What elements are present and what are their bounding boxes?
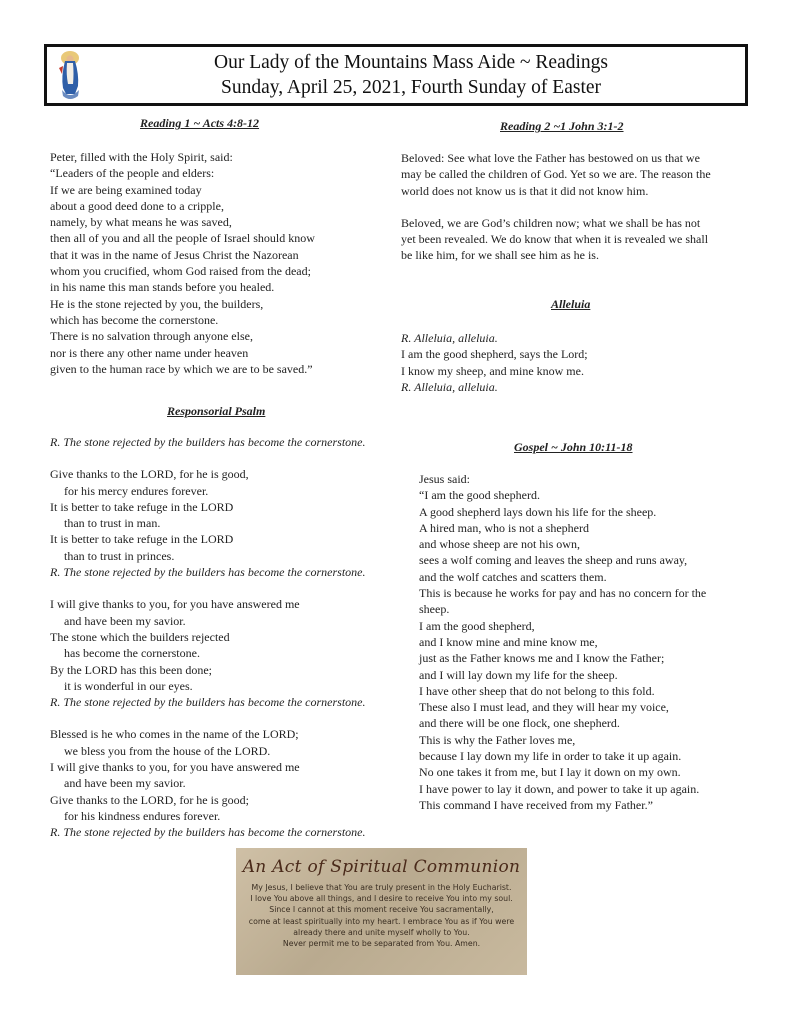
reading2-line: be like him, for we shall see him as he is. xyxy=(401,248,599,263)
gospel-line: I am the good shepherd, xyxy=(419,618,535,633)
card-line: already there and unite myself wholly to You. xyxy=(293,927,470,937)
card-line: Never permit me to be separated from You. Amen. xyxy=(282,939,481,949)
gospel-line: Jesus said: xyxy=(419,472,470,486)
alleluia-heading: Alleluia xyxy=(551,297,591,311)
psalm-line: Blessed is he who comes in the name of the LORD; xyxy=(50,727,299,742)
reading1-line: about a good deed done to a cripple, xyxy=(50,198,224,213)
reading1-line: namely, by what means he was saved, xyxy=(50,215,232,230)
gospel-line: This is why the Father loves me, xyxy=(419,732,576,747)
gospel-line: These also I must lead, and they will hear my voice, xyxy=(419,700,669,715)
gospel-heading: Gospel ~ John 10:11-18 xyxy=(514,440,633,454)
card-line: My Jesus, I believe that You are truly present in the Holy Eucharist. xyxy=(251,883,512,892)
reading2-line: world does not know us is that it did not know him. xyxy=(401,183,649,198)
card-body xyxy=(236,882,527,949)
psalm-line: for his mercy endures forever. xyxy=(64,483,209,498)
psalm-response: R. The stone rejected by the builders has become the cornerstone. xyxy=(50,565,366,580)
psalm-line: for his kindness endures forever. xyxy=(64,808,221,823)
gospel-line: This command I have received from my Father.” xyxy=(419,797,653,812)
psalm-line: has become the cornerstone. xyxy=(64,646,200,661)
reading1-line: “Leaders of the people and elders: xyxy=(50,166,215,181)
psalm-response: R. The stone rejected by the builders has become the cornerstone. xyxy=(50,435,366,449)
gospel-text xyxy=(419,471,706,813)
page-subtitle: Sunday, April 25, 2021, Fourth Sunday of Easter xyxy=(220,77,602,98)
psalm-line: than to trust in princes. xyxy=(64,548,175,563)
psalm-response: R. The stone rejected by the builders has become the cornerstone. xyxy=(50,825,366,840)
psalm-line: The stone which the builders rejected xyxy=(50,629,230,644)
reading2-heading: Reading 2 ~1 John 3:1-2 xyxy=(500,119,624,133)
psalm-line: than to trust in man. xyxy=(64,516,161,531)
reading1-line: which has become the cornerstone. xyxy=(50,312,219,327)
reading1-line: whom you crucified, whom God raised from the dead; xyxy=(50,264,311,279)
reading1-line: that it was in the name of Jesus Christ the Nazorean xyxy=(50,247,299,262)
psalm-line: and have been my savior. xyxy=(64,776,186,791)
reading1-line: then all of you and all the people of Israel should know xyxy=(50,231,315,246)
reading2-line: Beloved, we are God’s children now; what we shall be has not xyxy=(401,215,701,230)
gospel-line: This is because he works for pay and has no concern for the xyxy=(419,586,707,601)
gospel-line: and there will be one flock, one shepherd. xyxy=(419,716,620,731)
alleluia-response: R. Alleluia, alleluia. xyxy=(401,331,498,345)
gospel-line: I have other sheep that do not belong to this fold. xyxy=(419,683,655,698)
alleluia-response: R. Alleluia, alleluia. xyxy=(401,379,498,394)
gospel-line: sees a wolf coming and leaves the sheep and runs away, xyxy=(419,553,688,568)
psalm-line: Give thanks to the LORD, for he is good; xyxy=(50,792,249,807)
psalm-line: It is better to take refuge in the LORD xyxy=(50,532,234,547)
alleluia-line: I know my sheep, and mine know me. xyxy=(401,363,584,378)
reading2-text xyxy=(401,150,711,264)
psalm-text xyxy=(50,434,365,841)
card-line: Since I cannot at this moment receive You sacramentally, xyxy=(269,905,494,915)
gospel-line: A good shepherd lays down his life for the sheep. xyxy=(419,504,657,519)
card-line: I love You above all things, and I desire to receive You into my soul. xyxy=(250,894,513,904)
gospel-line: sheep. xyxy=(419,602,450,617)
reading1-line: There is no salvation through anyone else, xyxy=(50,329,253,344)
reading2-line: Beloved: See what love the Father has bestowed on us that we xyxy=(401,151,700,165)
psalm-line: It is better to take refuge in the LORD xyxy=(50,499,234,514)
reading1-line: He is the stone rejected by you, the builders, xyxy=(50,296,264,311)
page-title: Our Lady of the Mountains Mass Aide ~ Readings xyxy=(214,52,608,73)
madonna-icon xyxy=(53,50,87,102)
psalm-line: and have been my savior. xyxy=(64,613,186,628)
reading1-line: nor is there any other name under heaven xyxy=(50,345,249,360)
gospel-line: and whose sheep are not his own, xyxy=(419,537,580,552)
gospel-line: I have power to lay it down, and power to take it up again. xyxy=(419,781,700,796)
gospel-line: just as the Father knows me and I know the Father; xyxy=(419,651,665,666)
gospel-line: No one takes it from me, but I lay it down on my own. xyxy=(419,765,681,780)
gospel-line: and I will lay down my life for the sheep. xyxy=(419,667,618,682)
psalm-line: By the LORD has this been done; xyxy=(50,662,212,677)
gospel-line: A hired man, who is not a shepherd xyxy=(419,520,589,535)
card-title: An Act of Spiritual Communion xyxy=(242,857,521,877)
spiritual-communion-card xyxy=(236,848,527,975)
card-line: come at least spiritually into my heart. I embrace You as if You were xyxy=(248,916,515,926)
reading1-line: If we are being examined today xyxy=(50,182,202,197)
reading1-line: given to the human race by which we are to be saved.” xyxy=(50,361,313,376)
gospel-line: and I know mine and mine know me, xyxy=(419,634,598,649)
reading1-line: Peter, filled with the Holy Spirit, said: xyxy=(50,150,233,164)
gospel-line: and the wolf catches and scatters them. xyxy=(419,569,607,584)
alleluia-text xyxy=(401,330,588,395)
reading1-heading: Reading 1 ~ Acts 4:8-12 xyxy=(140,116,260,130)
psalm-line: I will give thanks to you, for you have answered me xyxy=(50,760,300,775)
page-header xyxy=(44,44,748,106)
psalm-heading: Responsorial Psalm xyxy=(167,404,266,418)
reading1-text xyxy=(50,149,315,377)
reading1-line: in his name this man stands before you healed. xyxy=(50,280,275,295)
reading2-line: yet been revealed. We do know that when it is revealed we shall xyxy=(401,232,709,247)
alleluia-line: I am the good shepherd, says the Lord; xyxy=(401,347,588,362)
psalm-response: R. The stone rejected by the builders has become the cornerstone. xyxy=(50,695,366,710)
gospel-line: because I lay down my life in order to take it up again. xyxy=(419,749,682,764)
psalm-line: Give thanks to the LORD, for he is good, xyxy=(50,467,249,482)
psalm-line: it is wonderful in our eyes. xyxy=(64,678,193,693)
psalm-line: we bless you from the house of the LORD. xyxy=(64,743,271,758)
gospel-line: “I am the good shepherd. xyxy=(419,488,540,503)
psalm-line: I will give thanks to you, for you have answered me xyxy=(50,597,300,612)
reading2-line: may be called the children of God. Yet so we are. The reason the xyxy=(401,167,711,182)
